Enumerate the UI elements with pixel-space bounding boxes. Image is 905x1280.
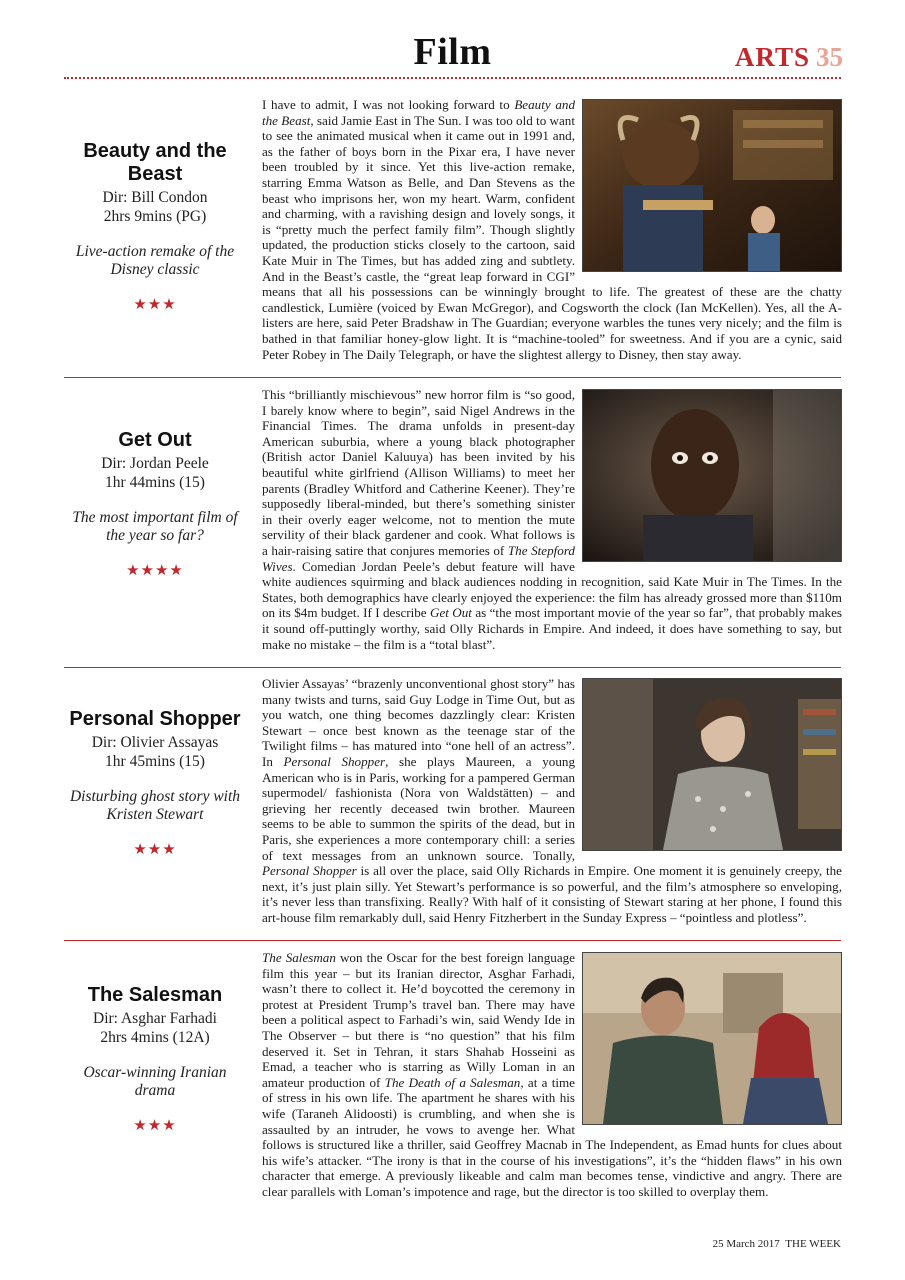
review-sidebar [64,984,246,1135]
review-sidebar [64,140,246,314]
review-body: The Salesman won the Oscar for the best foreign language film this year – but its Iranian director, Asghar Farhadi, wasn’t there to collect it. He’d boycotted the ceremony in protest at President Trump’s travel ban. There may have been a political aspect to Farhadi’s win, said Wendy Ide in The Observer – but there is “no question” that his film deserved it. Set in Tehran, it stars Shahab Hosseini as Emad, a teacher who is starring as Willy Loman in an amateur production of The Death of a Salesman, at a time of stress in his own life. The apartment he shares with his wife (Taraneh Alidoosti) is crumbling, and when she is assaulted by an intruder, he vows to avenge her. What follows is structured like a thriller, said Geoffrey Macnab in The Independent, as Emad hunts for clues about his wife’s attacker. “The irony is that in the course of his investigations”, it’s the “hidden flaws” in his own character that emerge. A previously likeable and calm man becomes tense, vindictive and angry. There are clear parallels with Loman’s impotence and rage, but the director is too skilled to overplay them. [262,950,842,1199]
publication-name: THE WEEK [785,1238,841,1250]
film-still-photo [582,952,842,1125]
header-dotted-rule [64,77,841,79]
film-still-photo [582,99,842,272]
film-still-photo [582,678,842,851]
film-director: Dir: Olivier Assayas [91,734,219,751]
review-text [262,387,842,652]
issue-date: 25 March 2017 [712,1238,780,1250]
film-runtime: 1hr 44mins (15) [105,473,205,491]
film-tagline: The most important film of the year so far? [72,509,238,544]
film-director: Dir: Jordan Peele [101,455,209,472]
page-title: Film [413,31,492,73]
section-name: ARTS [734,42,810,72]
film-title: The Salesman [87,984,223,1006]
section-divider [64,377,841,378]
page-number: 35 [816,42,843,72]
review-sidebar [64,708,246,859]
review-body: I have to admit, I was not looking forward to Beauty and the Beast, said Jamie East in The Sun. I was too old to want to see the animated musical when it came out in 1991 and, as the father of boys born in the Pixar era, I have never been troubled by it since. Yet this live-action remake, starring Emma Watson as Belle, and Dan Stevens as the beast who imprisons her, won my heart. Warm, confident and charming, with a ravishing design and lovely songs, it is “pretty much the perfect family film”. Though slightly updated, the production sticks closely to the cartoon, said Kate Muir in The Times, but has added zing and subtlety. And in the Beast’s castle, the “great leap forward in CGI” means that all his possessions can be winningly brought to life. The greatest of these are the chatty candlestick, Lumière (voiced by Ewan McGregor), and Cogsworth the clock (Ian McKellen). Yes, all the A-listers are here, said Peter Bradshaw in The Guardian; everyone warbles the tunes very nicely; and the film is bathed in that familiar honey-glow light. It is “machine-tooled” for sweetness. And if you are a cynic, said Peter Robey in The Daily Telegraph, or have the slightest allergy to Disney, then stay away. [262,97,842,362]
film-director: Dir: Bill Condon [102,189,208,206]
section-divider [64,940,841,941]
review-body: Olivier Assayas’ “brazenly unconventional ghost story” has many twists and turns, said Guy Lodge in Time Out, but as you watch, one thing becomes dazzlingly clear: Kristen Stewart – once best known as the teenage star of the Twilight films – has matured into “one hell of an actress”. In Personal Shopper, she plays Maureen, a young American who is in Paris, working for a pampered German supermodel/ fashionista (Nora von Waldstätten) – and grieving her recently deceased twin brother. Maureen seems to be able to summon the spirits of the dead, but in Paris, she experiences a more contemporary chill: a series of text messages from an unknown source. Tonally, Personal Shopper is all over the place, said Olly Richards in Empire. One moment it is genuinely creepy, the next, it’s just plain silly. Yet Stewart’s performance is so powerful, and the film’s atmosphere so enveloping, it’s never less than transfixing. Really? With half of it consisting of Stewart staring at her phone, I found this art-house film remarkably dull, said Henry Fitzherbert in the Sunday Express – “pointless and plotless”. [262,676,842,925]
film-runtime: 1hr 45mins (15) [105,752,205,770]
star-rating: ★★★ [133,1118,177,1134]
section-label [735,42,843,73]
film-runtime: 2hrs 9mins (PG) [103,207,207,225]
film-still-photo [582,389,842,562]
section-divider [64,667,841,668]
review-sidebar [64,429,246,580]
review-the-salesman [64,948,841,1218]
review-text [262,97,842,362]
review-text [262,950,842,1200]
review-personal-shopper [64,674,841,934]
film-title: Get Out [118,429,192,451]
film-runtime: 2hrs 4mins (12A) [100,1028,210,1046]
page-footer [713,1238,841,1250]
film-title: Beauty and the Beast [83,140,227,185]
film-tagline: Oscar-winning Iranian drama [83,1064,227,1099]
review-body: This “brilliantly mischievous” new horror film is “so good, I barely know where to begin”, said Nigel Andrews in the Financial Times. The drama unfolds in present-day American suburbia, where a young black photographer (British actor Daniel Kaluuya) has been invited by his beautiful white girlfriend (Allison Williams) to meet her parents (Bradley Whitford and Catherine Keener). They’re supposedly liberal-minded, but there’s something sinister in their overly eager welcome, not to mention the mute servility of their black gardener and cook. What follows is a hair-raising satire that conjures memories of The Stepford Wives. Comedian Jordan Peele’s debut feature will have white audiences squirming and black audiences nodding in recognition, said Kate Muir in The Times. In the States, both demographics have clearly enjoyed the experience: the film has already grossed more than $110m on its $4m budget. If I describe Get Out as “the most important movie of the year so far”, that probably makes it sound off-puttingly worthy, said Olly Richards in Empire. And indeed, it does have something to say, but make no mistake – the film is a “total blast”. [262,387,843,652]
film-tagline: Disturbing ghost story with Kristen Stewart [69,788,241,823]
film-director: Dir: Asghar Farhadi [93,1010,217,1027]
star-rating: ★★★ [133,842,177,858]
review-beauty-and-the-beast [64,95,841,375]
star-rating: ★★★★ [126,563,184,579]
review-text [262,676,842,926]
film-title: Personal Shopper [69,708,241,730]
film-tagline: Live-action remake of the Disney classic [75,243,235,278]
review-get-out [64,385,841,665]
star-rating: ★★★ [133,297,177,313]
